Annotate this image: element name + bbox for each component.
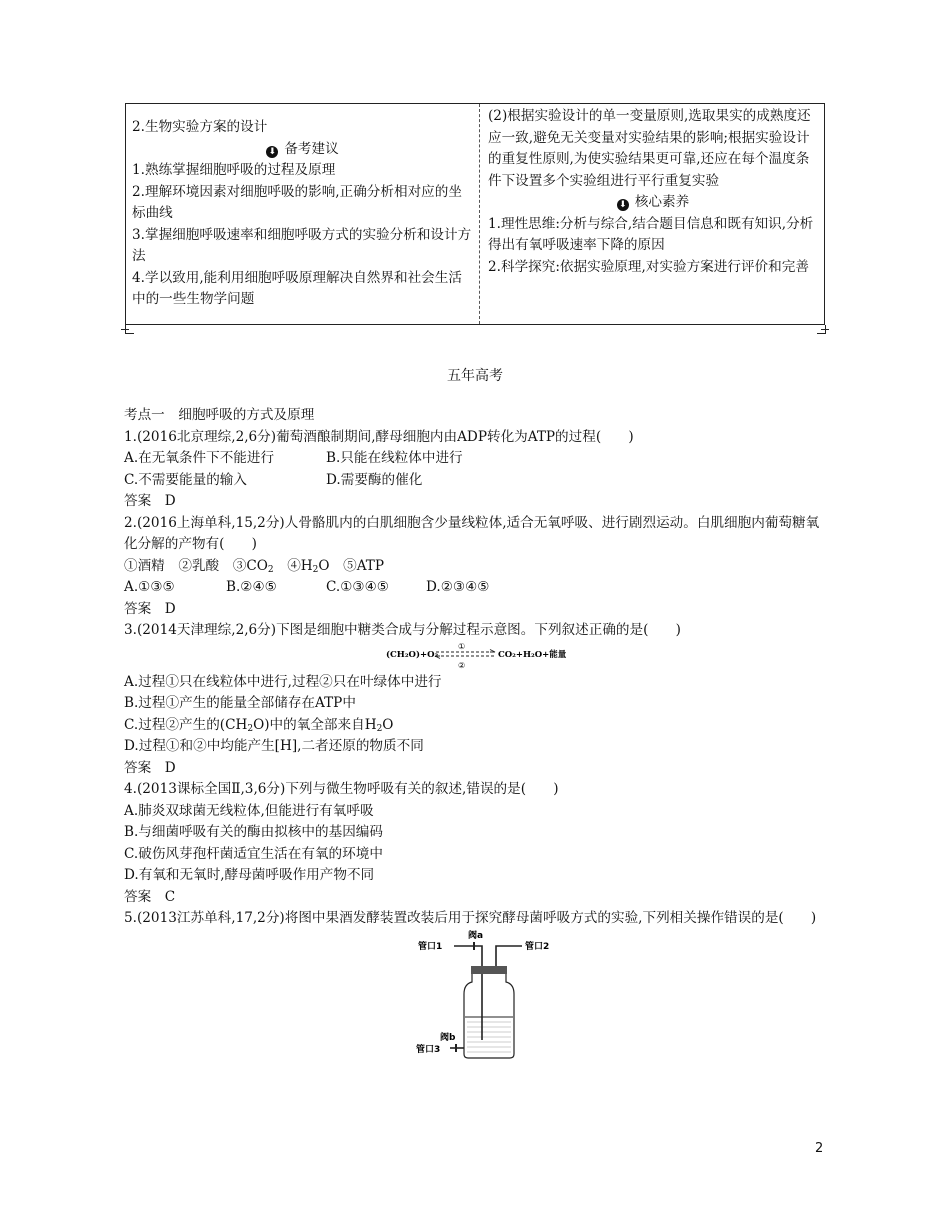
equation-diagram (386, 642, 586, 670)
heading-text: 备考建议 (284, 140, 339, 157)
q4-option-b: B.与细菌呼吸有关的酶由拟核中的基因编码 (124, 824, 383, 840)
q4-option-a: A.肺炎双球菌无线粒体,但能进行有氧呼吸 (124, 802, 374, 819)
q3-option-c-part: O (382, 716, 394, 733)
apparatus-diagram (414, 930, 574, 1064)
label-port-2: 管口2 (525, 941, 550, 952)
subscript: 2 (376, 723, 383, 734)
q2-option-c: C.①③④⑤ (326, 579, 389, 595)
q3-option-d: D.过程①和②中均能产生[H],二者还原的物质不同 (124, 738, 424, 754)
subscript: 2 (247, 723, 254, 734)
section-title: 五年高考 (447, 368, 503, 384)
arrow-head (490, 649, 495, 652)
left-item-1: 1.熟练掌握细胞呼吸的过程及原理 (132, 162, 336, 178)
table-right-heading (488, 192, 818, 214)
q2-option-d: D.②③④⑤ (426, 579, 490, 595)
download-arrow-icon: ⬇ (266, 146, 278, 158)
study-guide-table (125, 103, 825, 325)
table-right-column (485, 104, 824, 324)
right-item-1: 1.理性思维:分析与综合,结合题目信息和既有知识,分析得出有氧呼吸速率下降的原因 (488, 215, 814, 253)
table-left-column (126, 104, 479, 324)
fermentation-apparatus (124, 930, 826, 1066)
questions (124, 405, 826, 1066)
q5-stem: 5.(2013江苏单科,17,2分)将图中果酒发酵装置改装后用于探究酵母菌呼吸方式的实验,下列相关操作错误的是( ) (124, 910, 817, 926)
left-item-2: 2.理解环境因素对细胞呼吸的影响,正确分析相对应的坐标曲线 (132, 183, 462, 221)
page-number: 2 (815, 1141, 824, 1156)
right-item-2: 2.科学探究:依据实验原理,对实验方案进行评价和完善 (488, 258, 809, 275)
eq-right: CO₂+H₂O+能量 (498, 649, 567, 660)
left-item-4: 4.学以致用,能利用细胞呼吸原理解决自然界和社会生活中的一些生物学问题 (132, 269, 462, 307)
corner-mark (121, 329, 129, 334)
left-item-3: 3.掌握细胞呼吸速率和细胞呼吸方式的实验分析和设计方法 (132, 226, 472, 264)
q1-stem: 1.(2016北京理综,2,6分)葡萄酒酿制期间,酵母细胞内由ADP转化为ATP的过程( ) (124, 428, 634, 445)
q3-option-b: B.过程①产生的能量全部储存在ATP中 (124, 695, 356, 711)
label-port-3: 管口3 (416, 1044, 441, 1055)
q1-option-d: D.需要酶的催化 (326, 471, 423, 488)
eq-top: ① (458, 641, 466, 651)
q2-answer: 答案 D (124, 600, 176, 617)
q2-option-b: B.②④⑤ (226, 579, 277, 595)
q2-products-part: O ⑤ATP (318, 557, 385, 574)
table-left-heading (132, 139, 473, 161)
download-arrow-icon: ⬇ (617, 199, 629, 211)
stopper (471, 966, 507, 974)
label-valve-a: 阀a (468, 930, 484, 941)
q4-answer: 答案 C (124, 888, 176, 905)
q3-option-c-part: C.过程②产生的(CH (124, 716, 248, 733)
right-paragraph: (2)根据实验设计的单一变量原则,选取果实的成熟度还应一致,避免无关变量对实验结果的影响;根据实验设计的重复性原则,为使实验结果更可靠,还应在每个温度条件下设置多个实验组进行平行重复实验 (488, 108, 811, 189)
tube-1 (454, 946, 482, 966)
q3-stem: 3.(2014天津理综,2,6分)下图是细胞中糖类合成与分解过程示意图。下列叙述正确的是( ) (124, 622, 681, 638)
q2-stem: 2.(2016上海单科,15,2分)人骨骼肌内的白肌细胞含少量线粒体,适合无氧呼吸、进行剧烈运动。白肌细胞内葡萄糖氧化分解的产物有( ) (124, 514, 820, 552)
q1-options-row2 (124, 470, 826, 492)
q1-answer: 答案 D (124, 493, 176, 509)
subscript: 2 (267, 564, 274, 575)
column-divider (479, 104, 480, 324)
q2-products-part: ①酒精 ②乳酸 ③CO (124, 557, 268, 574)
q1-options-row1 (124, 448, 826, 470)
q1-option-c: C.不需要能量的输入 (124, 471, 247, 488)
label-valve-b: 阀b (440, 1032, 456, 1043)
heading-text: 核心素养 (634, 194, 690, 210)
q1-option-b: B.只能在线粒体中进行 (326, 450, 463, 466)
q3-equation (124, 642, 826, 672)
liquid (467, 1022, 511, 1052)
corner-mark (821, 329, 829, 334)
subscript: 2 (312, 564, 319, 575)
q3-option-a: A.过程①只在线粒体中进行,过程②只在叶绿体中进行 (124, 673, 442, 690)
table-left-line1: 2.生物实验方案的设计 (132, 119, 268, 135)
q2-products-part: ④H (273, 557, 313, 574)
bottle (464, 970, 514, 1058)
q4-option-c: C.破伤风芽孢杆菌适宜生活在有氧的环境中 (124, 845, 383, 862)
q3-answer: 答案 D (124, 759, 176, 776)
q3-option-c (124, 715, 826, 737)
eq-left: (CH₂O)+O₂ (386, 649, 439, 660)
eq-bottom: ② (458, 660, 466, 670)
q4-option-d: D.有氧和无氧时,酵母菌呼吸作用产物不同 (124, 867, 375, 883)
q1-option-a: A.在无氧条件下不能进行 (124, 450, 275, 466)
q2-options (124, 577, 826, 599)
tube-2 (496, 946, 522, 966)
q3-option-c-part: O)中的氧全部来自H (253, 716, 377, 733)
q2-option-a: A.①③⑤ (124, 579, 175, 595)
label-port-1: 管口1 (418, 941, 443, 952)
q4-stem: 4.(2013课标全国Ⅱ,3,6分)下列与微生物呼吸有关的叙述,错误的是( ) (124, 781, 559, 797)
q2-products (124, 556, 826, 578)
kaodian-heading: 考点一 细胞呼吸的方式及原理 (124, 407, 315, 423)
